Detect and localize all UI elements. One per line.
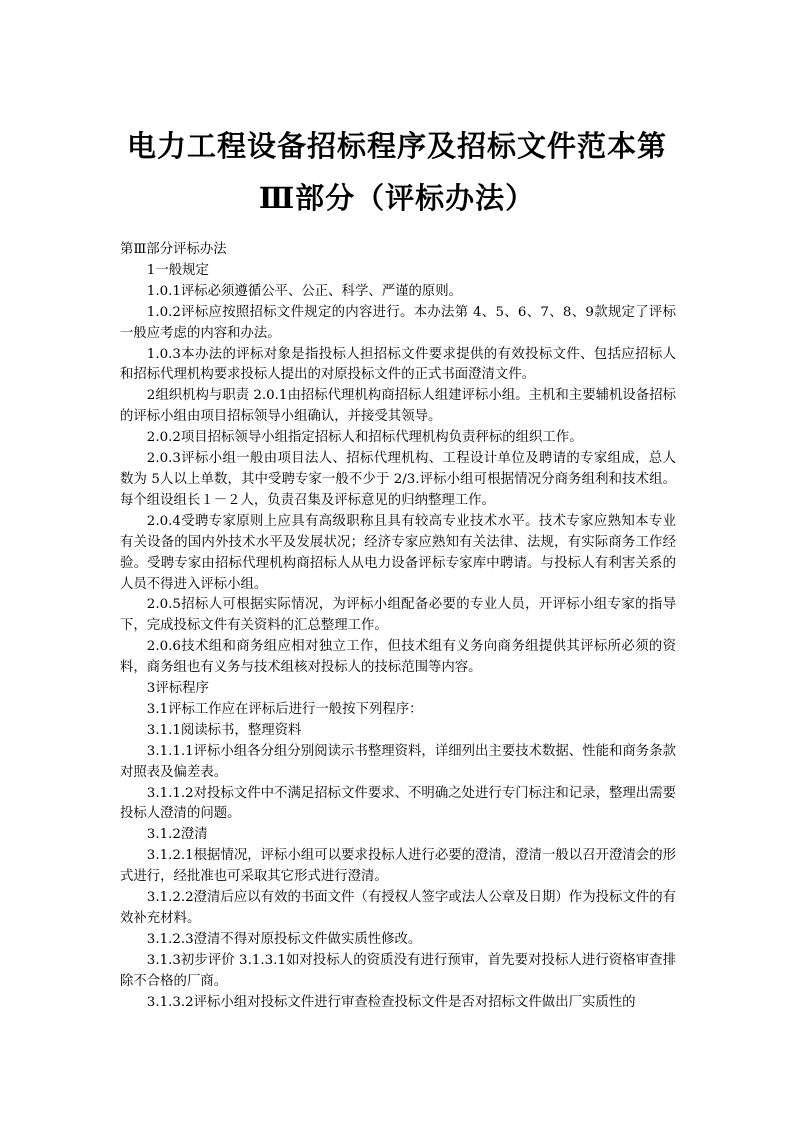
body-paragraph: 2.0.3评标小组一般由项目法人、招标代理机构、工程设计单位及聘请的专家组成，总人数为 5人以上单数，其中受聘专家一般不少于 2/3.评标小组可根据情况分商务组利和技术组。每个组设组长１－２人，负责召集及评标意见的归纳整理工作。 — [120, 451, 676, 508]
body-paragraph: 2.0.4受聘专家原则上应具有高级职称且具有较高专业技术水平。技术专家应熟知本专业有关设备的国内外技术水平及发展状况；经济专家应熟知有关法律、法规，有实际商务工作经验。受聘专家由招标代理机构商招标人从电力设备评标专家库中聘请。与投标人有利害关系的人员不得进入评标小组。 — [120, 513, 676, 592]
body-paragraph: 1一般规定 — [146, 262, 209, 278]
body-paragraph: 1.0.1评标必须遵循公平、公正、科学、严谨的原则。 — [146, 283, 463, 299]
body-paragraph: 3.1.1阅读标书，整理资料 — [146, 722, 302, 738]
title-line-2: Ⅲ部分（评标办法） — [258, 181, 536, 215]
body-paragraph: 3.1.2.1根据情况，评标小组可以要求投标人进行必要的澄清，澄清一般以召开澄清会的形式进行，经批准也可采取其它形式进行澄清。 — [120, 848, 676, 885]
body-paragraph: 3.1.1.2对投标文件中不满足招标文件要求、不明确之处进行专门标注和记录，整理出需要投标人澄清的问题。 — [120, 785, 676, 822]
body-paragraph: 第Ⅲ部分评标办法 — [120, 242, 227, 257]
body-paragraph: 3.1.2.3澄清不得对原投标文件做实质性修改。 — [146, 931, 422, 947]
body-paragraph: 2.0.6技术组和商务组应相对独立工作，但技术组有义务向商务组提供其评标所必须的资料，商务组也有义务与技术组核对投标人的技标范围等内容。 — [120, 639, 676, 676]
body-paragraph: 3.1.2澄清 — [146, 827, 208, 843]
body-paragraph: 3.1.3初步评价 3.1.3.1如对投标人的资质没有进行预审，首先要对投标人进行资格审查排除不合格的厂商。 — [120, 952, 676, 989]
body-paragraph: 1.0.2评标应按照招标文件规定的内容进行。本办法第 4、5、6、7、8、9款规定了评标一般应考虑的内容和办法。 — [120, 304, 676, 341]
body-paragraph: 3.1评标工作应在评标后进行一般按下列程序： — [146, 701, 423, 717]
body-paragraph: 3.1.3.2评标小组对投标文件进行审查检查投标文件是否对招标文件做出厂实质性的 — [146, 994, 636, 1010]
body-paragraph: 1.0.3本办法的评标对象是指投标人担招标文件要求提供的有效投标文件、包括应招标人和招标代理机构要求投标人提出的对原投标文件的正式书面澄清文件。 — [120, 346, 676, 383]
body-paragraph: 3.1.2.2澄清后应以有效的书面文件（有授权人签字或法人公章及日期）作为投标文件的有效补充材料。 — [120, 890, 676, 926]
body-paragraph: 2组织机构与职责 2.0.1由招标代理机构商招标人组建评标小组。主机和主要辅机设备招标的评标小组由项目招标领导小组确认，并接受其领导。 — [120, 388, 676, 425]
document-body — [120, 240, 676, 1014]
document-title — [100, 120, 694, 224]
body-paragraph: 3.1.1.1评标小组各分组分别阅读示书整理资料，详细列出主要技术数据、性能和商务条款对照表及偏差表。 — [120, 743, 676, 780]
title-line-1: 电力工程设备招标程序及招标文件范本第 — [126, 129, 667, 163]
body-paragraph: 3评标程序 — [146, 681, 209, 697]
body-paragraph: 2.0.5招标人可根据实际情况，为评标小组配备必要的专业人员，开评标小组专家的指导下，完成投标文件有关资料的汇总整理工作。 — [120, 597, 676, 634]
body-paragraph: 2.0.2项目招标领导小组指定招标人和招标代理机构负责秤标的组织工作。 — [146, 430, 583, 446]
